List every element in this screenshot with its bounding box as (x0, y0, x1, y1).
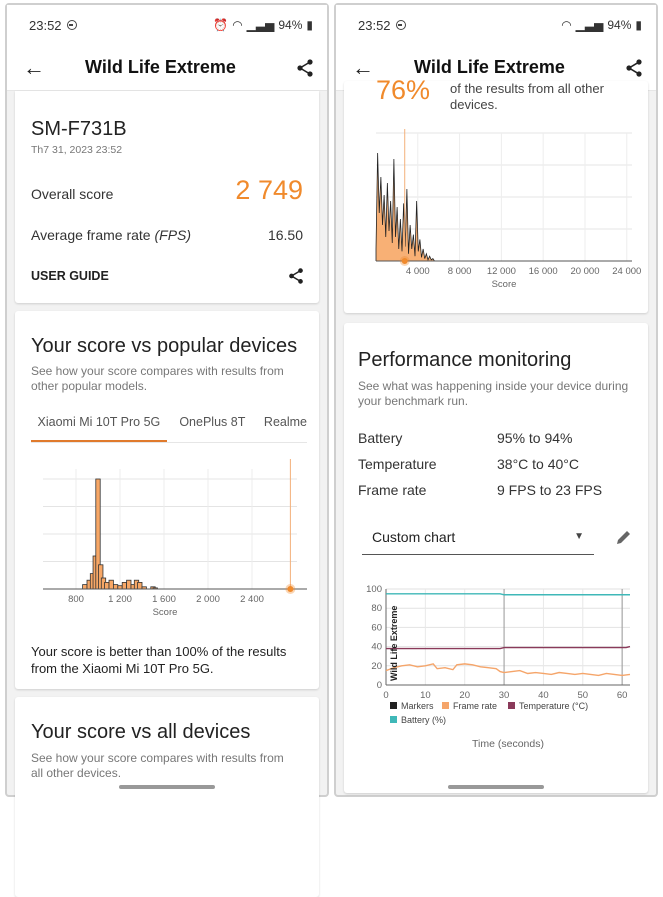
x-tick-label: 20 (459, 690, 470, 701)
popular-description: See how your score compares with results from other popular models. (31, 364, 284, 393)
popular-histogram (29, 459, 319, 629)
do-not-disturb-icon (396, 20, 406, 30)
x-tick-label: 16 000 (528, 266, 558, 277)
y-tick-label: 100 (366, 584, 382, 595)
popular-heading: Your score vs popular devices (31, 335, 298, 357)
edit-icon[interactable] (614, 527, 634, 547)
frame-rate-value: 9 FPS to 23 FPS (497, 482, 603, 498)
x-tick-label: 1 600 (152, 594, 176, 605)
performance-card (344, 323, 648, 793)
fps-label-unit: (FPS) (154, 227, 192, 243)
signal-icon: ▁▃▅ (246, 18, 275, 32)
legend-swatch (442, 702, 449, 709)
battery-icon: ▮ (306, 18, 313, 32)
battery-line (386, 594, 630, 595)
tab-oneplus[interactable]: OnePlus 8T (179, 415, 246, 429)
x-tick-label: 10 (420, 690, 431, 701)
x-tick-label: 2 400 (240, 594, 264, 605)
legend-label: Temperature (°C) (519, 701, 589, 711)
result-card (15, 91, 319, 303)
battery-row (358, 425, 638, 451)
share-icon[interactable] (295, 58, 315, 78)
legend-label: Frame rate (453, 701, 498, 711)
chart-title: Wild Life Extreme (389, 605, 399, 681)
x-tick-label: 4 000 (405, 266, 430, 277)
y-tick-label: 0 (376, 680, 382, 691)
legend-swatch (390, 702, 397, 709)
legend-label: Markers (401, 701, 434, 711)
frame-rate-row (358, 477, 638, 503)
page-title: Wild Life Extreme (414, 57, 565, 77)
signal-icon: ▁▃▅ (575, 18, 604, 32)
wifi-icon: ◠ (232, 18, 243, 32)
x-tick-label: 800 (68, 594, 84, 605)
your-score-marker (402, 258, 408, 264)
performance-description: See what was happening inside your device during your benchmark run. (358, 379, 629, 408)
tab-xiaomi[interactable]: Xiaomi Mi 10T Pro 5G (31, 415, 167, 442)
battery-icon: ▮ (635, 18, 642, 32)
device-tabs (31, 415, 307, 443)
performance-heading: Performance monitoring (358, 349, 572, 371)
histogram-bar (83, 585, 87, 589)
temperature-label: Temperature (358, 456, 437, 472)
home-indicator[interactable] (448, 785, 544, 789)
legend-swatch (508, 702, 515, 709)
result-date: Th7 31, 2023 23:52 (31, 144, 123, 156)
x-tick-label: 40 (538, 690, 549, 701)
all-devices-card-scrolled (344, 75, 648, 313)
back-arrow-icon[interactable]: ← (352, 54, 374, 80)
performance-table (358, 425, 638, 503)
all-devices-histogram (354, 129, 644, 304)
app-bar (7, 45, 327, 91)
chart-type-dropdown[interactable] (362, 519, 594, 555)
fps-value: 16.50 (267, 227, 303, 243)
x-axis-label: Time (seconds) (472, 738, 544, 750)
fps-label (31, 227, 191, 243)
popular-devices-card (15, 311, 319, 689)
x-tick-label: 2 000 (196, 594, 220, 605)
battery-value: 95% to 94% (497, 430, 573, 446)
x-tick-label: 12 000 (486, 266, 516, 277)
x-tick-label: 60 (616, 690, 628, 701)
home-indicator[interactable] (119, 785, 215, 789)
overall-score-label: Overall score (31, 186, 114, 202)
x-tick-label: 0 (383, 690, 389, 701)
legend-swatch (390, 716, 397, 723)
battery-percent: 94% (607, 18, 632, 32)
x-tick-label: 30 (498, 690, 510, 701)
page-title: Wild Life Extreme (85, 57, 236, 77)
back-arrow-icon[interactable]: ← (23, 54, 45, 80)
dropdown-value: Custom chart (372, 528, 456, 545)
do-not-disturb-icon (67, 20, 77, 30)
status-bar (7, 5, 327, 45)
phone-right (334, 3, 658, 797)
battery-label: Battery (358, 430, 403, 446)
x-tick-label: 1 200 (108, 594, 132, 605)
status-time: 23:52 (29, 17, 62, 33)
user-guide-link[interactable]: USER GUIDE (31, 269, 109, 283)
battery-percent: 94% (278, 18, 303, 32)
phone-left (5, 3, 329, 797)
share-result-icon[interactable] (287, 267, 305, 285)
wifi-icon: ◠ (561, 18, 572, 32)
performance-line-chart (350, 581, 640, 761)
legend-label: Battery (%) (401, 715, 447, 725)
histogram-bar (138, 582, 142, 589)
histogram-bar (113, 585, 117, 589)
dropdown-arrow-icon: ▼ (574, 531, 584, 542)
overall-score-value: 2 749 (235, 175, 303, 205)
x-tick-label: 50 (577, 690, 589, 701)
x-axis-label: Score (152, 607, 178, 618)
status-time: 23:52 (358, 17, 391, 33)
histogram-bar (122, 582, 126, 589)
x-axis-label: Score (491, 279, 517, 290)
all-devices-card (15, 697, 319, 897)
percentile-value: 76% (376, 75, 431, 105)
y-tick-label: 80 (371, 603, 382, 615)
temperature-value: 38°C to 40°C (497, 456, 580, 472)
y-tick-label: 20 (371, 660, 382, 672)
fps-label-text: Average frame rate (31, 227, 155, 243)
tab-realme[interactable]: Realme (263, 415, 307, 429)
x-tick-label: 8 000 (447, 266, 472, 277)
x-tick-label: 24 000 (612, 266, 642, 277)
all-devices-heading: Your score vs all devices (31, 721, 251, 743)
temperature-row (358, 451, 638, 477)
share-icon[interactable] (624, 58, 644, 78)
y-tick-label: 40 (371, 641, 382, 653)
x-tick-label: 20 000 (570, 266, 600, 277)
popular-caption: Your score is better than 100% of the results from the Xiaomi Mi 10T Pro 5G. (31, 644, 287, 676)
histogram-bar (109, 580, 113, 589)
percentile-text: of the results from all other devices. (450, 81, 604, 112)
your-score-marker (287, 586, 293, 592)
status-bar (336, 5, 656, 45)
all-devices-description: See how your score compares with results from all other devices. (31, 751, 284, 780)
frame-rate-label: Frame rate (358, 482, 427, 498)
alarm-icon: ⏰ (213, 18, 229, 32)
device-name: SM-F731B (31, 118, 127, 140)
y-tick-label: 60 (371, 622, 382, 634)
histogram-bar (105, 582, 109, 589)
histogram-bar (127, 580, 131, 589)
